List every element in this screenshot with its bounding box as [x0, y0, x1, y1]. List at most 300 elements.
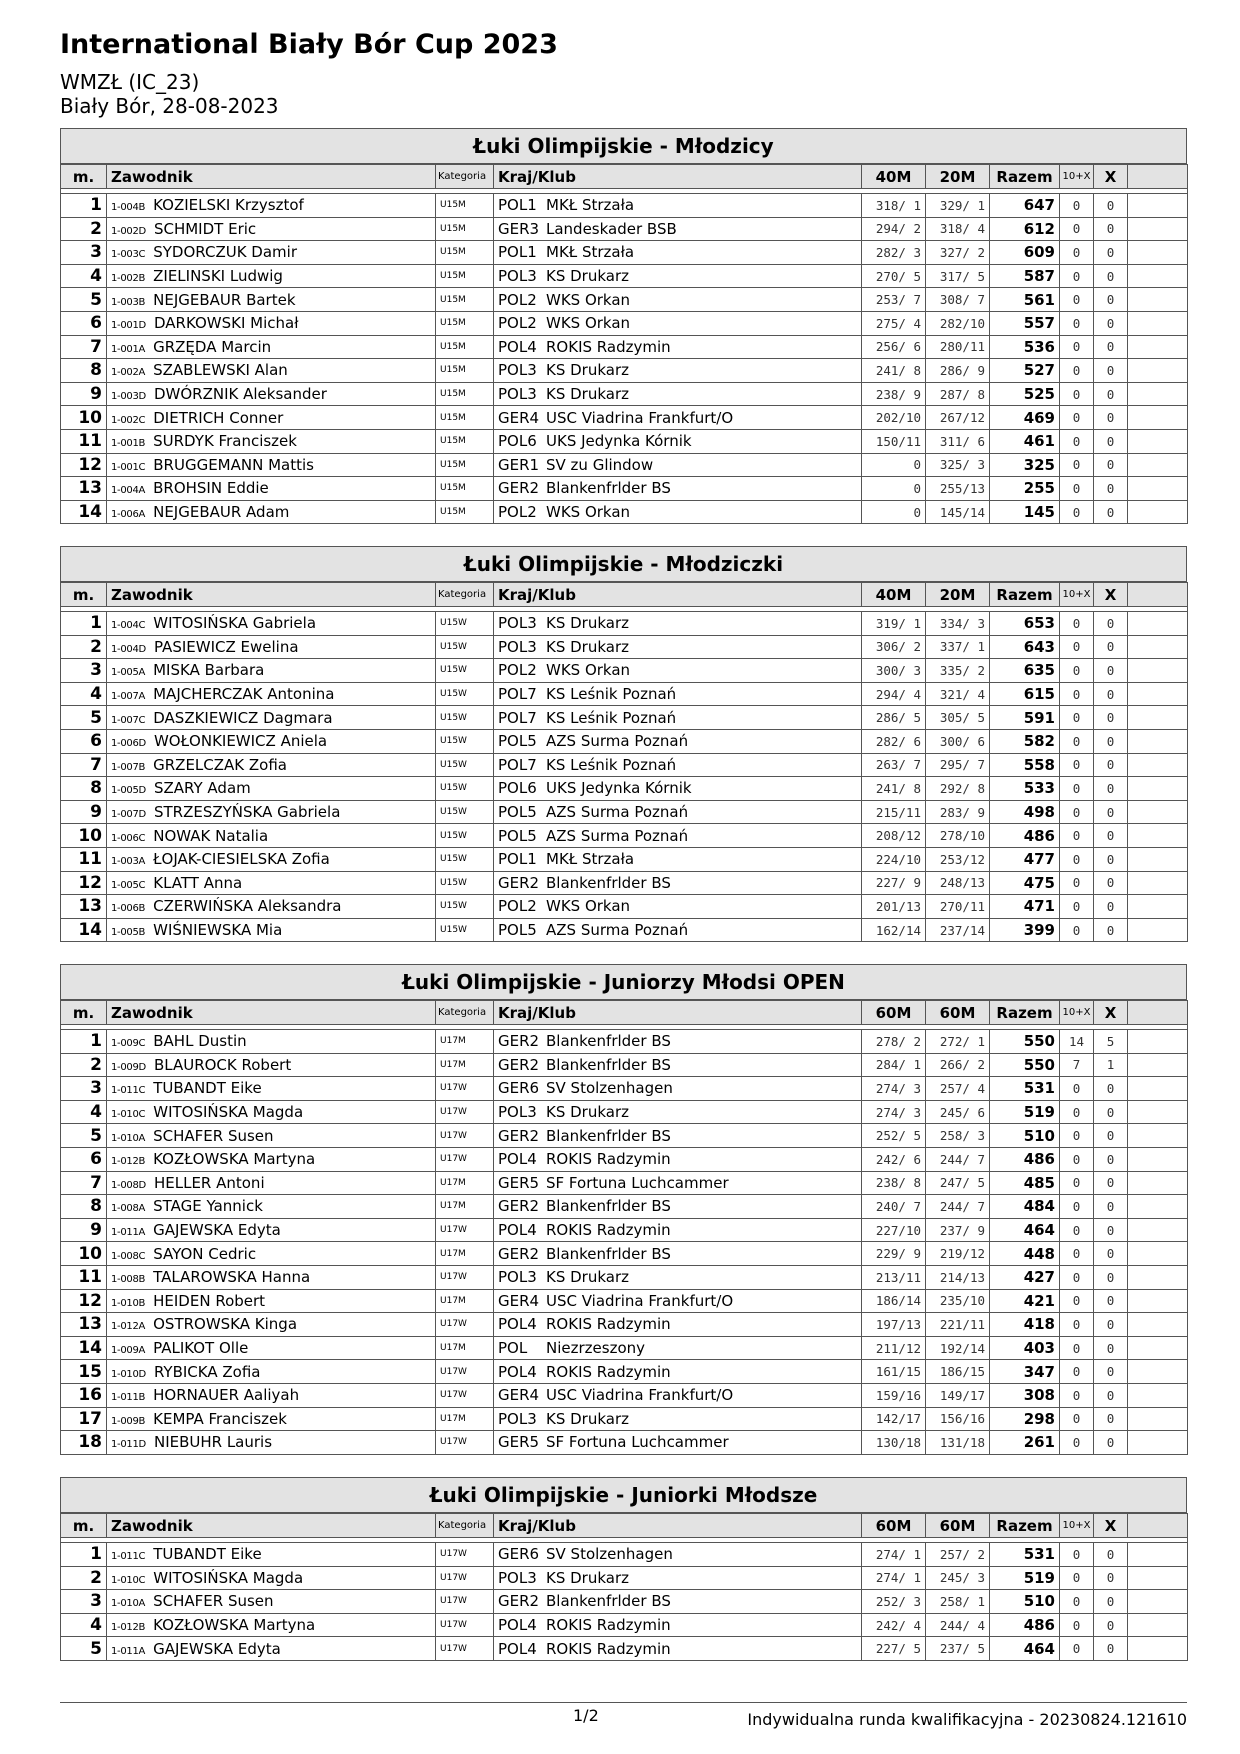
- athlete-name: GAJEWSKA Edyta: [153, 1221, 281, 1240]
- tens-count: 0: [1060, 635, 1094, 659]
- athlete-name: GRZĘDA Marcin: [153, 337, 272, 356]
- rank: 9: [61, 800, 107, 824]
- x-count: 0: [1094, 359, 1128, 383]
- total-score: 531: [990, 1077, 1060, 1101]
- score-distance-2: 192/14: [926, 1336, 990, 1360]
- score-distance-2: 325/ 3: [926, 453, 990, 477]
- score-distance-2: 321/ 4: [926, 682, 990, 706]
- score-distance-1: 306/ 2: [862, 635, 926, 659]
- athlete-cell: [107, 1195, 436, 1219]
- athlete-name: OSTROWSKA Kinga: [153, 1315, 298, 1334]
- score-distance-1: 227/ 9: [862, 871, 926, 895]
- category: U15W: [436, 847, 494, 871]
- rank: 7: [61, 335, 107, 359]
- club-name: WKS Orkan: [546, 503, 631, 522]
- score-distance-2: 145/14: [926, 500, 990, 524]
- score-distance-2: 258/ 1: [926, 1590, 990, 1614]
- table-row: [61, 500, 1188, 524]
- club-cell: [494, 194, 862, 218]
- club-cell: [494, 1407, 862, 1431]
- country-code: POL5: [498, 826, 537, 845]
- club-name: ROKIS Radzymin: [546, 337, 671, 356]
- table-row: [61, 1100, 1188, 1124]
- country-code: POL7: [498, 708, 537, 727]
- table-row: [61, 1030, 1188, 1054]
- tens-count: 0: [1060, 500, 1094, 524]
- club-cell: [494, 311, 862, 335]
- blank-cell: [1128, 753, 1188, 777]
- blank-cell: [1128, 682, 1188, 706]
- total-score: 255: [990, 477, 1060, 501]
- total-score: 533: [990, 777, 1060, 801]
- club-name: AZS Surma Poznań: [546, 803, 689, 822]
- category: U17W: [436, 1590, 494, 1614]
- score-distance-1: 263/ 7: [862, 753, 926, 777]
- score-distance-1: 229/ 9: [862, 1242, 926, 1266]
- country-code: POL1: [498, 196, 537, 215]
- col-distance-1: 60M: [862, 1514, 926, 1538]
- athlete-cell: [107, 1077, 436, 1101]
- score-distance-2: 317/ 5: [926, 264, 990, 288]
- footer-divider: [60, 1702, 1187, 1703]
- col-athlete: Zawodnik: [107, 165, 436, 189]
- athlete-name: PASIEWICZ Ewelina: [153, 637, 299, 656]
- table-row: [61, 453, 1188, 477]
- table-row: [61, 359, 1188, 383]
- tens-count: 0: [1060, 241, 1094, 265]
- athlete-cell: [107, 241, 436, 265]
- club-cell: [494, 241, 862, 265]
- blank-cell: [1128, 406, 1188, 430]
- score-distance-1: 256/ 6: [862, 335, 926, 359]
- athlete-name: WITOSIŃSKA Gabriela: [153, 614, 317, 633]
- country-code: POL4: [498, 1221, 537, 1240]
- table-row: [61, 1124, 1188, 1148]
- rank: 2: [61, 1566, 107, 1590]
- athlete-name: BRUGGEMANN Mattis: [153, 455, 314, 474]
- country-code: POL2: [498, 290, 537, 309]
- club-name: KS Drukarz: [546, 1568, 630, 1587]
- table-row: [61, 847, 1188, 871]
- country-code: GER3: [498, 219, 540, 238]
- athlete-code: 1-004D: [111, 643, 146, 655]
- table-row: [61, 1171, 1188, 1195]
- club-cell: [494, 659, 862, 683]
- rank: 2: [61, 635, 107, 659]
- total-score: 527: [990, 359, 1060, 383]
- athlete-code: 1-008A: [111, 1203, 146, 1215]
- athlete-cell: [107, 1289, 436, 1313]
- table-row: [61, 477, 1188, 501]
- x-count: 0: [1094, 1265, 1128, 1289]
- club-name: WKS Orkan: [546, 661, 631, 680]
- club-name: KS Drukarz: [546, 1103, 630, 1122]
- club-name: KS Leśnik Poznań: [546, 685, 677, 704]
- event-place-date: Biały Bór, 28-08-2023: [60, 94, 279, 118]
- tens-count: 0: [1060, 1407, 1094, 1431]
- score-distance-1: 286/ 5: [862, 706, 926, 730]
- col-club: Kraj/Klub: [494, 165, 862, 189]
- blank-cell: [1128, 1637, 1188, 1661]
- tens-count: 0: [1060, 753, 1094, 777]
- category: U17W: [436, 1265, 494, 1289]
- blank-cell: [1128, 635, 1188, 659]
- total-score: 519: [990, 1566, 1060, 1590]
- tens-count: 0: [1060, 1637, 1094, 1661]
- category: U15W: [436, 824, 494, 848]
- score-distance-1: 161/15: [862, 1360, 926, 1384]
- col-x: X: [1094, 583, 1128, 607]
- category: U17M: [436, 1171, 494, 1195]
- athlete-cell: [107, 1242, 436, 1266]
- club-name: KS Leśnik Poznań: [546, 708, 677, 727]
- score-distance-1: 270/ 5: [862, 264, 926, 288]
- category: U15M: [436, 429, 494, 453]
- athlete-code: 1-007A: [111, 691, 146, 703]
- tens-count: 0: [1060, 895, 1094, 919]
- tens-count: 0: [1060, 847, 1094, 871]
- country-code: POL4: [498, 1639, 537, 1658]
- category: U17M: [436, 1030, 494, 1054]
- x-count: 0: [1094, 1289, 1128, 1313]
- total-score: 347: [990, 1360, 1060, 1384]
- tens-count: 0: [1060, 382, 1094, 406]
- rank: 9: [61, 1218, 107, 1242]
- col-x: X: [1094, 1001, 1128, 1025]
- table-row: [61, 194, 1188, 218]
- page-number: 1/2: [573, 1706, 599, 1725]
- athlete-cell: [107, 635, 436, 659]
- athlete-cell: [107, 1171, 436, 1195]
- athlete-code: 1-011C: [111, 1085, 146, 1097]
- total-score: 486: [990, 1613, 1060, 1637]
- athlete-code: 1-010D: [111, 1368, 146, 1380]
- score-distance-2: 237/ 5: [926, 1637, 990, 1661]
- club-name: KS Leśnik Poznań: [546, 755, 677, 774]
- club-name: KS Drukarz: [546, 614, 630, 633]
- rank: 11: [61, 429, 107, 453]
- athlete-code: 1-012B: [111, 1622, 146, 1634]
- rank: 12: [61, 453, 107, 477]
- country-code: POL: [498, 1339, 528, 1358]
- table-row: [61, 918, 1188, 942]
- results-table: [60, 582, 1188, 942]
- category: U17W: [436, 1077, 494, 1101]
- country-code: GER5: [498, 1433, 540, 1452]
- col-blank: [1128, 1001, 1188, 1025]
- score-distance-1: 319/ 1: [862, 612, 926, 636]
- athlete-cell: [107, 1360, 436, 1384]
- tens-count: 0: [1060, 429, 1094, 453]
- athlete-name: RYBICKA Zofia: [153, 1362, 261, 1381]
- rank: 1: [61, 1030, 107, 1054]
- score-distance-1: 242/ 6: [862, 1147, 926, 1171]
- athlete-name: KOZŁOWSKA Martyna: [153, 1150, 316, 1169]
- section-title: Łuki Olimpijskie - Juniorzy Młodsi OPEN: [60, 964, 1187, 1000]
- rank: 10: [61, 1242, 107, 1266]
- club-name: Niezrzeszony: [546, 1339, 646, 1358]
- table-row: [61, 824, 1188, 848]
- athlete-name: HELLER Antoni: [153, 1173, 265, 1192]
- category: U17W: [436, 1147, 494, 1171]
- category: U17W: [436, 1124, 494, 1148]
- blank-cell: [1128, 1613, 1188, 1637]
- category: U15M: [436, 477, 494, 501]
- club-name: UKS Jedynka Kórnik: [546, 432, 692, 451]
- score-distance-2: 257/ 2: [926, 1543, 990, 1567]
- athlete-cell: [107, 800, 436, 824]
- athlete-code: 1-002B: [111, 273, 146, 285]
- tens-count: 0: [1060, 729, 1094, 753]
- tens-count: 0: [1060, 1336, 1094, 1360]
- athlete-cell: [107, 217, 436, 241]
- total-score: 558: [990, 753, 1060, 777]
- table-row: [61, 1431, 1188, 1455]
- club-name: AZS Surma Poznań: [546, 732, 689, 751]
- x-count: 0: [1094, 729, 1128, 753]
- athlete-code: 1-003A: [111, 856, 146, 868]
- athlete-name: KOZŁOWSKA Martyna: [153, 1616, 316, 1635]
- rank: 14: [61, 1336, 107, 1360]
- club-cell: [494, 1077, 862, 1101]
- athlete-cell: [107, 1336, 436, 1360]
- results-table: [60, 1000, 1188, 1455]
- category: U15M: [436, 359, 494, 383]
- club-cell: [494, 1124, 862, 1148]
- blank-cell: [1128, 1218, 1188, 1242]
- rank: 6: [61, 729, 107, 753]
- tens-count: 0: [1060, 1077, 1094, 1101]
- club-name: Blankenfrlder BS: [546, 1126, 671, 1145]
- rank: 6: [61, 1147, 107, 1171]
- x-count: 0: [1094, 406, 1128, 430]
- score-distance-1: 159/16: [862, 1383, 926, 1407]
- total-score: 536: [990, 335, 1060, 359]
- club-cell: [494, 453, 862, 477]
- athlete-cell: [107, 1100, 436, 1124]
- club-name: USC Viadrina Frankfurt/O: [546, 1291, 734, 1310]
- x-count: 0: [1094, 1171, 1128, 1195]
- category: U17W: [436, 1313, 494, 1337]
- tens-count: 0: [1060, 871, 1094, 895]
- col-athlete: Zawodnik: [107, 583, 436, 607]
- blank-cell: [1128, 800, 1188, 824]
- country-code: GER2: [498, 479, 540, 498]
- score-distance-1: 227/ 5: [862, 1637, 926, 1661]
- x-count: 0: [1094, 335, 1128, 359]
- total-score: 464: [990, 1218, 1060, 1242]
- rank: 3: [61, 659, 107, 683]
- category: U17W: [436, 1383, 494, 1407]
- tens-count: 0: [1060, 194, 1094, 218]
- athlete-code: 1-007D: [111, 809, 146, 821]
- athlete-code: 1-009B: [111, 1415, 146, 1427]
- score-distance-1: 162/14: [862, 918, 926, 942]
- score-distance-2: 244/ 4: [926, 1613, 990, 1637]
- club-name: KS Drukarz: [546, 267, 630, 286]
- score-distance-1: 208/12: [862, 824, 926, 848]
- score-distance-2: 221/11: [926, 1313, 990, 1337]
- category: U17W: [436, 1637, 494, 1661]
- athlete-code: 1-006D: [111, 738, 146, 750]
- table-row: [61, 1407, 1188, 1431]
- score-distance-1: 186/14: [862, 1289, 926, 1313]
- country-code: POL7: [498, 685, 537, 704]
- score-distance-2: 337/ 1: [926, 635, 990, 659]
- col-category: Kategoria: [436, 1514, 494, 1538]
- tens-count: 0: [1060, 1195, 1094, 1219]
- x-count: 5: [1094, 1030, 1128, 1054]
- score-distance-2: 311/ 6: [926, 429, 990, 453]
- athlete-name: TUBANDT Eike: [153, 1079, 262, 1098]
- score-distance-2: 245/ 3: [926, 1566, 990, 1590]
- club-name: Blankenfrlder BS: [546, 1244, 671, 1263]
- country-code: POL2: [498, 314, 537, 333]
- score-distance-1: 282/ 6: [862, 729, 926, 753]
- score-distance-2: 272/ 1: [926, 1030, 990, 1054]
- athlete-name: TALAROWSKA Hanna: [153, 1268, 311, 1287]
- country-code: POL3: [498, 1568, 537, 1587]
- x-count: 0: [1094, 288, 1128, 312]
- table-row: [61, 777, 1188, 801]
- x-count: 0: [1094, 1218, 1128, 1242]
- tens-count: 7: [1060, 1053, 1094, 1077]
- x-count: 0: [1094, 800, 1128, 824]
- rank: 3: [61, 1590, 107, 1614]
- tens-count: 0: [1060, 1543, 1094, 1567]
- blank-cell: [1128, 1077, 1188, 1101]
- country-code: POL1: [498, 850, 537, 869]
- athlete-name: SCHAFER Susen: [153, 1126, 274, 1145]
- club-cell: [494, 500, 862, 524]
- category: U15M: [436, 288, 494, 312]
- club-name: KS Drukarz: [546, 637, 630, 656]
- athlete-code: 1-011D: [111, 1439, 146, 1451]
- athlete-cell: [107, 777, 436, 801]
- athlete-code: 1-007B: [111, 761, 146, 773]
- athlete-code: 1-001C: [111, 461, 146, 473]
- tens-count: 0: [1060, 1383, 1094, 1407]
- athlete-name: BLAUROCK Robert: [153, 1055, 292, 1074]
- total-score: 510: [990, 1124, 1060, 1148]
- rank: 11: [61, 1265, 107, 1289]
- athlete-name: BAHL Dustin: [153, 1032, 247, 1051]
- table-row: [61, 1218, 1188, 1242]
- club-cell: [494, 1590, 862, 1614]
- total-score: 647: [990, 194, 1060, 218]
- table-row: [61, 1590, 1188, 1614]
- x-count: 0: [1094, 1195, 1128, 1219]
- blank-cell: [1128, 706, 1188, 730]
- score-distance-2: 235/10: [926, 1289, 990, 1313]
- total-score: 615: [990, 682, 1060, 706]
- athlete-code: 1-001A: [111, 343, 146, 355]
- club-name: AZS Surma Poznań: [546, 921, 689, 940]
- athlete-code: 1-005C: [111, 879, 146, 891]
- tens-count: 0: [1060, 612, 1094, 636]
- club-cell: [494, 706, 862, 730]
- col-tens: 10+X: [1060, 1514, 1094, 1538]
- club-name: UKS Jedynka Kórnik: [546, 779, 692, 798]
- country-code: GER4: [498, 1386, 540, 1405]
- blank-cell: [1128, 777, 1188, 801]
- club-name: USC Viadrina Frankfurt/O: [546, 408, 734, 427]
- athlete-cell: [107, 1218, 436, 1242]
- athlete-name: KOZIELSKI Krzysztof: [153, 196, 304, 215]
- x-count: 0: [1094, 500, 1128, 524]
- club-cell: [494, 1566, 862, 1590]
- score-distance-1: 294/ 4: [862, 682, 926, 706]
- club-cell: [494, 1360, 862, 1384]
- score-distance-2: 270/11: [926, 895, 990, 919]
- athlete-code: 1-005A: [111, 667, 146, 679]
- blank-cell: [1128, 847, 1188, 871]
- athlete-name: GRZELCZAK Zofia: [153, 755, 287, 774]
- athlete-code: 1-011C: [111, 1551, 146, 1563]
- total-score: 261: [990, 1431, 1060, 1455]
- rank: 1: [61, 1543, 107, 1567]
- club-name: KS Drukarz: [546, 385, 630, 404]
- club-cell: [494, 777, 862, 801]
- col-blank: [1128, 1514, 1188, 1538]
- rank: 13: [61, 895, 107, 919]
- athlete-name: HEIDEN Robert: [153, 1291, 266, 1310]
- x-count: 0: [1094, 1431, 1128, 1455]
- score-distance-2: 253/12: [926, 847, 990, 871]
- rank: 18: [61, 1431, 107, 1455]
- category: U15M: [436, 194, 494, 218]
- score-distance-2: 247/ 5: [926, 1171, 990, 1195]
- country-code: POL5: [498, 732, 537, 751]
- athlete-cell: [107, 1053, 436, 1077]
- total-score: 448: [990, 1242, 1060, 1266]
- club-name: MKŁ Strzała: [546, 850, 635, 869]
- club-name: Blankenfrlder BS: [546, 479, 671, 498]
- table-row: [61, 382, 1188, 406]
- table-row: [61, 1543, 1188, 1567]
- athlete-code: 1-009A: [111, 1345, 146, 1357]
- athlete-code: 1-012B: [111, 1156, 146, 1168]
- table-row: [61, 753, 1188, 777]
- table-row: [61, 1077, 1188, 1101]
- athlete-name: MAJCHERCZAK Antonina: [153, 685, 335, 704]
- country-code: GER2: [498, 1126, 540, 1145]
- blank-cell: [1128, 477, 1188, 501]
- country-code: GER2: [498, 873, 540, 892]
- score-distance-2: 327/ 2: [926, 241, 990, 265]
- score-distance-1: 142/17: [862, 1407, 926, 1431]
- club-cell: [494, 1030, 862, 1054]
- table-row: [61, 311, 1188, 335]
- blank-cell: [1128, 1289, 1188, 1313]
- event-code: WMZŁ (IC_23): [60, 70, 200, 94]
- x-count: 0: [1094, 453, 1128, 477]
- athlete-cell: [107, 1407, 436, 1431]
- blank-cell: [1128, 1360, 1188, 1384]
- x-count: 0: [1094, 1613, 1128, 1637]
- club-name: SF Fortuna Luchcammer: [546, 1173, 729, 1192]
- athlete-cell: [107, 359, 436, 383]
- x-count: 0: [1094, 1124, 1128, 1148]
- country-code: GER2: [498, 1032, 540, 1051]
- col-rank: m.: [61, 165, 107, 189]
- score-distance-1: 238/ 9: [862, 382, 926, 406]
- category: U17M: [436, 1195, 494, 1219]
- athlete-cell: [107, 1566, 436, 1590]
- table-row: [61, 635, 1188, 659]
- tens-count: 0: [1060, 682, 1094, 706]
- total-score: 550: [990, 1053, 1060, 1077]
